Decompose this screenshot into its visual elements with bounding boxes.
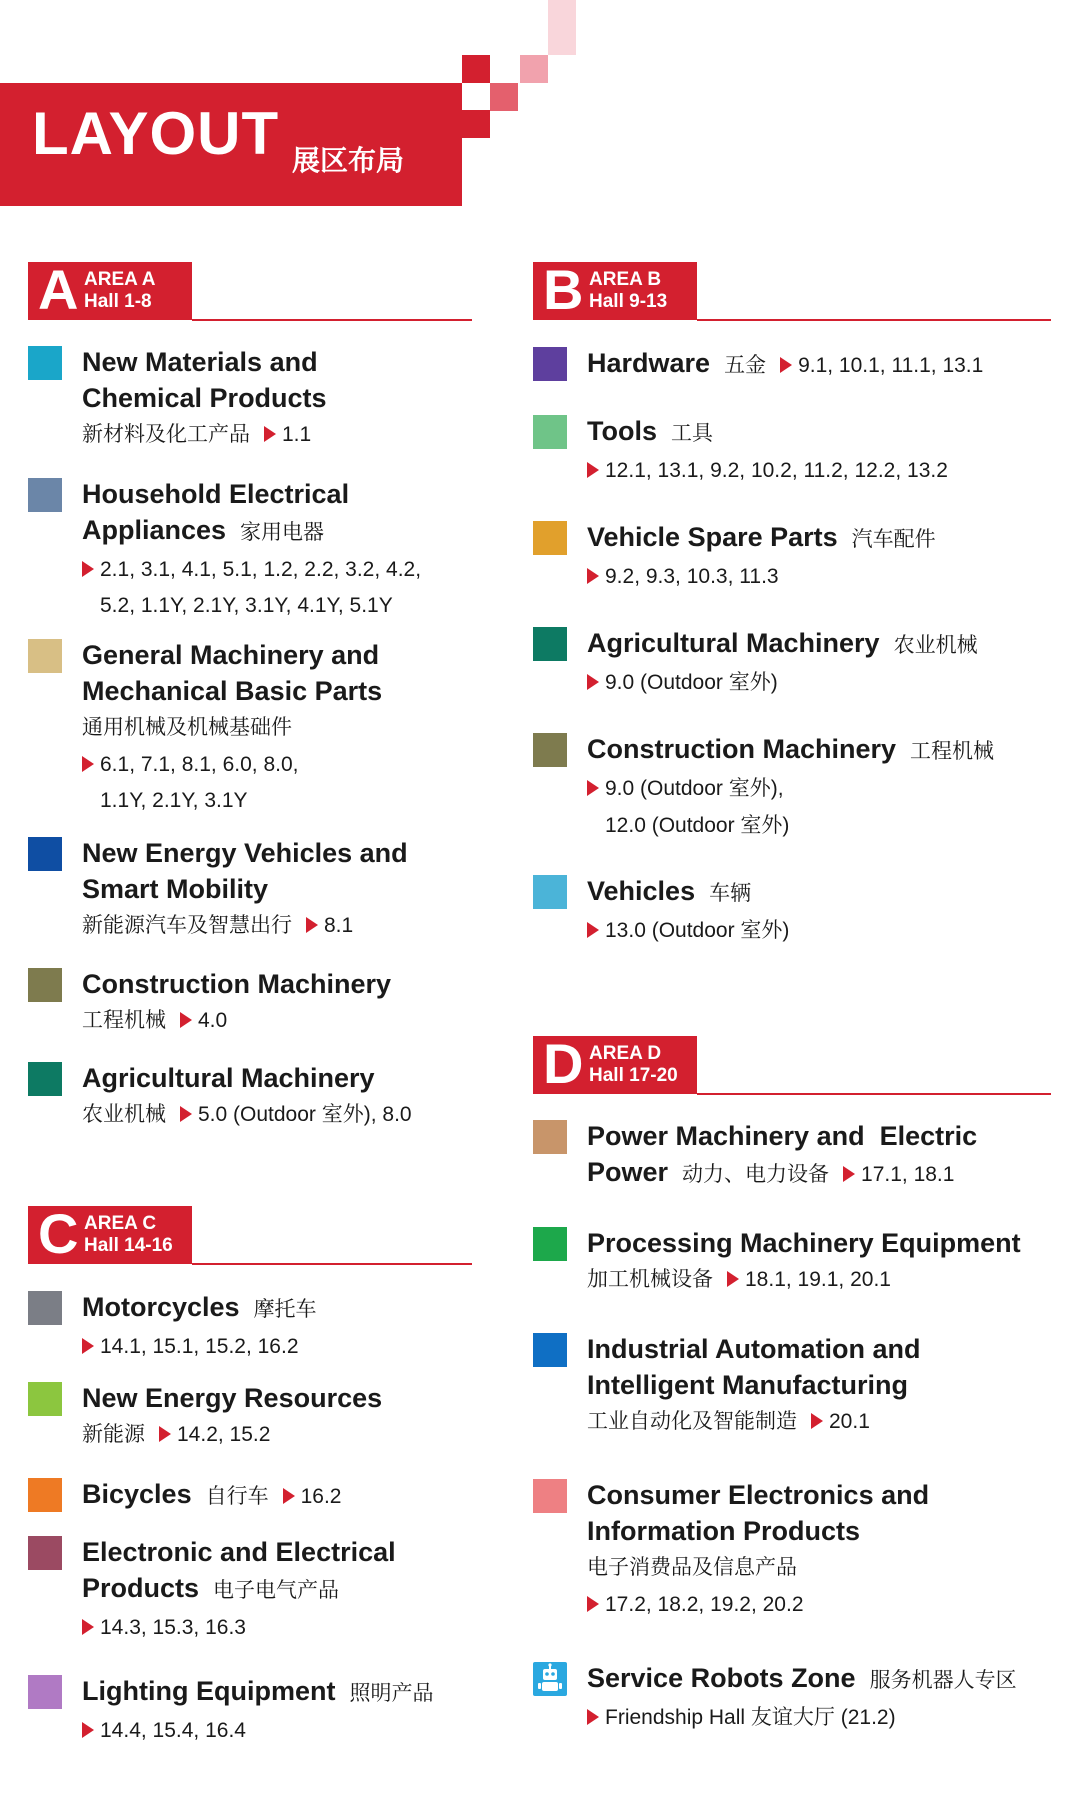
arrow-icon (82, 561, 94, 577)
decor-square (462, 55, 490, 83)
item-title: Household Electrical (82, 479, 350, 509)
item-title: Motorcycles (82, 1292, 240, 1322)
divider (697, 319, 1051, 321)
item-title-cn: 五金 (724, 353, 767, 377)
hall-numbers: 9.0 (Outdoor 室外), (605, 777, 784, 800)
item-title: Smart Mobility (82, 874, 269, 904)
item-title-cn: 工程机械 (910, 739, 995, 763)
area-c-header (28, 1202, 472, 1265)
item-title-cn: 车辆 (709, 881, 752, 905)
item-title: Power Machinery and Electric (587, 1121, 978, 1151)
arrow-icon (780, 357, 792, 373)
divider (192, 1263, 472, 1265)
hall-numbers: 17.1, 18.1 (861, 1163, 955, 1186)
area-name: AREA B (589, 269, 662, 290)
area-letter: A (38, 258, 79, 321)
robot-icon (533, 1662, 567, 1696)
item-title-cn: 汽车配件 (851, 527, 936, 551)
color-swatch (28, 1478, 62, 1512)
arrow-icon (82, 756, 94, 772)
item-title: Tools (587, 416, 657, 446)
arrow-icon (306, 917, 318, 933)
color-swatch (28, 346, 62, 380)
hall-numbers: 9.2, 9.3, 10.3, 11.3 (605, 565, 779, 588)
arrow-icon (587, 922, 599, 938)
item-title: Intelligent Manufacturing (587, 1370, 908, 1400)
color-swatch (533, 627, 567, 661)
item-title: Consumer Electronics and (587, 1480, 930, 1510)
hall-numbers: 17.2, 18.2, 19.2, 20.2 (605, 1593, 804, 1616)
decor-square (548, 27, 576, 55)
color-swatch (533, 415, 567, 449)
item-title-cn: 工业自动化及智能制造 (587, 1409, 797, 1433)
arrow-icon (264, 426, 276, 442)
color-swatch (533, 1333, 567, 1367)
item-title: Bicycles (82, 1479, 192, 1509)
item-title-cn: 电子电气产品 (213, 1578, 340, 1602)
item-title: Chemical Products (82, 383, 327, 413)
area-name: AREA C (84, 1213, 157, 1234)
hall-numbers: 14.4, 15.4, 16.4 (100, 1719, 246, 1742)
item-title: Processing Machinery Equipment (587, 1228, 1021, 1258)
item-title: New Energy Resources (82, 1383, 383, 1413)
area-badge (28, 258, 192, 321)
area-name: AREA D (589, 1043, 662, 1064)
area-hall: Hall 14-16 (84, 1235, 173, 1256)
color-swatch (28, 478, 62, 512)
hall-numbers: 16.2 (300, 1485, 342, 1508)
area-d-header (533, 1032, 1051, 1095)
item-title: Agricultural Machinery (82, 1063, 375, 1093)
item-title: Industrial Automation and (587, 1334, 921, 1364)
hall-numbers: 9.0 (Outdoor 室外) (605, 671, 778, 694)
arrow-icon (587, 780, 599, 796)
arrow-icon (180, 1106, 192, 1122)
hall-numbers: 12.1, 13.1, 9.2, 10.2, 11.2, 12.2, 13.2 (605, 459, 948, 482)
area-hall: Hall 1-8 (84, 291, 152, 312)
arrow-icon (82, 1338, 94, 1354)
arrow-icon (587, 1596, 599, 1612)
hall-numbers: 18.1, 19.1, 20.1 (745, 1268, 891, 1291)
color-swatch (533, 733, 567, 767)
arrow-icon (811, 1413, 823, 1429)
item-title: Agricultural Machinery (587, 628, 880, 658)
hall-numbers: 6.1, 7.1, 8.1, 6.0, 8.0, (100, 753, 299, 776)
area-badge (533, 258, 697, 321)
item-title: Products (82, 1573, 200, 1603)
item-title: Power (587, 1157, 669, 1187)
divider (192, 319, 472, 321)
item-title-cn: 动力、电力设备 (682, 1162, 830, 1186)
area-letter: B (543, 258, 584, 321)
item-title: New Materials and (82, 347, 318, 377)
hall-numbers: 14.3, 15.3, 16.3 (100, 1616, 246, 1639)
divider (697, 1093, 1051, 1095)
item-title-cn: 电子消费品及信息产品 (587, 1555, 797, 1579)
decor-square (520, 55, 548, 83)
area-badge (28, 1202, 192, 1265)
color-swatch (533, 1120, 567, 1154)
hall-numbers: 14.1, 15.1, 15.2, 16.2 (100, 1335, 299, 1358)
item-title: Information Products (587, 1516, 861, 1546)
item-title-cn: 新能源 (82, 1422, 145, 1446)
item-title-cn: 家用电器 (240, 520, 325, 544)
arrow-icon (82, 1722, 94, 1738)
hall-numbers: Friendship Hall 友谊大厅 (21.2) (605, 1706, 896, 1729)
item-title-cn: 自行车 (205, 1484, 269, 1508)
color-swatch (533, 521, 567, 555)
color-swatch (28, 1291, 62, 1325)
hall-numbers: 4.0 (198, 1009, 228, 1032)
item-title-cn: 通用机械及机械基础件 (82, 715, 292, 739)
color-swatch (533, 347, 567, 381)
item-title-cn: 工程机械 (82, 1008, 166, 1032)
decor-square (548, 0, 576, 28)
color-swatch (533, 1479, 567, 1513)
hall-numbers: 5.0 (Outdoor 室外), 8.0 (198, 1103, 412, 1126)
arrow-icon (159, 1426, 171, 1442)
item-title-cn: 农业机械 (893, 633, 978, 657)
hall-numbers: 5.2, 1.1Y, 2.1Y, 3.1Y, 4.1Y, 5.1Y (100, 594, 393, 617)
hall-numbers: 1.1 (282, 423, 312, 446)
color-swatch (28, 1675, 62, 1709)
arrow-icon (727, 1271, 739, 1287)
item-title-cn: 新能源汽车及智慧出行 (82, 913, 292, 937)
arrow-icon (587, 462, 599, 478)
arrow-icon (283, 1488, 295, 1504)
area-letter: C (38, 1202, 79, 1265)
item-title: Vehicles (587, 876, 696, 906)
arrow-icon (843, 1166, 855, 1182)
hall-numbers: 8.1 (324, 914, 354, 937)
item-title-cn: 农业机械 (82, 1102, 166, 1126)
item-title: Lighting Equipment (82, 1676, 336, 1706)
hall-numbers: 20.1 (829, 1410, 870, 1433)
item-title-cn: 工具 (671, 421, 713, 445)
decor-square (462, 110, 490, 138)
color-swatch (28, 639, 62, 673)
arrow-icon (82, 1619, 94, 1635)
item-title-cn: 加工机械设备 (587, 1267, 713, 1291)
area-hall: Hall 9-13 (589, 291, 668, 312)
page-title: LAYOUT (32, 100, 280, 167)
color-swatch (533, 875, 567, 909)
item-title: Mechanical Basic Parts (82, 676, 383, 706)
color-swatch (28, 837, 62, 871)
color-swatch (28, 1382, 62, 1416)
page-subtitle: 展区布局 (292, 144, 405, 177)
item-title-cn: 服务机器人专区 (869, 1668, 1017, 1692)
item-title: Construction Machinery (587, 734, 897, 764)
item-title: New Energy Vehicles and (82, 838, 408, 868)
item-title: Construction Machinery (82, 969, 392, 999)
arrow-icon (180, 1012, 192, 1028)
arrow-icon (587, 568, 599, 584)
hall-numbers: 14.2, 15.2 (177, 1423, 271, 1446)
item-title: Service Robots Zone (587, 1663, 856, 1693)
color-swatch (28, 968, 62, 1002)
arrow-icon (587, 674, 599, 690)
area-b-header (533, 258, 1051, 321)
item-title: Electronic and Electrical (82, 1537, 396, 1567)
item-title-cn: 新材料及化工产品 (82, 422, 250, 446)
item-title: General Machinery and (82, 640, 380, 670)
item-title: Hardware (587, 348, 711, 378)
arrow-icon (587, 1709, 599, 1725)
area-name: AREA A (84, 269, 156, 290)
area-a-header (28, 258, 472, 321)
hall-numbers: 12.0 (Outdoor 室外) (605, 814, 790, 837)
item-title: Appliances (82, 515, 227, 545)
item-title-cn: 照明产品 (349, 1681, 434, 1705)
color-swatch (28, 1536, 62, 1570)
item-title-cn: 摩托车 (253, 1297, 317, 1321)
hall-numbers: 2.1, 3.1, 4.1, 5.1, 1.2, 2.2, 3.2, 4.2, (100, 558, 422, 581)
color-swatch (533, 1227, 567, 1261)
hall-numbers: 13.0 (Outdoor 室外) (605, 919, 790, 942)
layout-banner (0, 83, 462, 206)
color-swatch (28, 1062, 62, 1096)
hall-numbers: 9.1, 10.1, 11.1, 13.1 (798, 354, 984, 377)
hall-numbers: 1.1Y, 2.1Y, 3.1Y (100, 789, 248, 812)
area-hall: Hall 17-20 (589, 1065, 678, 1086)
item-title: Vehicle Spare Parts (587, 522, 838, 552)
area-letter: D (543, 1032, 584, 1095)
decor-square (490, 83, 518, 111)
area-badge (533, 1032, 697, 1095)
